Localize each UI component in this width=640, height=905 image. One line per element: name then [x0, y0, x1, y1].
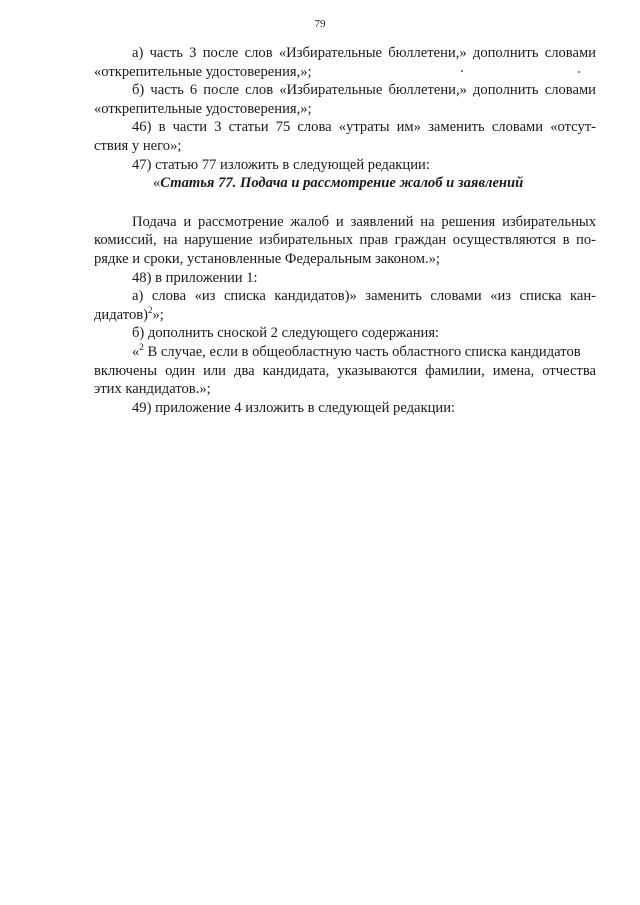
text-line: включены один или два кандидата, указываются фамилии, имена, отчества — [94, 362, 596, 379]
heading-text: Статья 77. Подача и рассмотрение жалоб и заявлений — [160, 175, 524, 192]
text-fragment: дидатов) — [94, 306, 148, 323]
text-line: ствия у него»; — [94, 137, 182, 154]
text-fragment: »; — [152, 306, 164, 323]
document-body — [94, 44, 596, 417]
text-fragment: В случае, если в общеобластную часть областного списка кандидатов — [143, 343, 581, 360]
text-line: комиссий, на нарушение избирательных прав граждан осуществляются в по- — [94, 232, 596, 249]
heading-quote: « — [153, 175, 161, 192]
text-line: 49) приложение 4 изложить в следующей редакции: — [132, 399, 456, 416]
text-line — [94, 306, 596, 325]
text-line: 48) в приложении 1: — [132, 269, 258, 286]
text-fragment: « — [132, 343, 140, 360]
text-line: а) часть 3 после слов «Избирательные бюллетени,» дополнить словами — [132, 45, 596, 61]
text-line: Подача и рассмотрение жалоб и заявлений на решения избирательных — [132, 213, 596, 230]
text-line: б) дополнить сноской 2 следующего содержания: — [132, 325, 440, 342]
text-line: «открепительные удостоверения,»; — [94, 63, 312, 80]
footnote-mark: 2 — [148, 304, 153, 315]
text-line: б) часть 6 после слов «Избирательные бюллетени,» дополнить словами — [132, 82, 596, 99]
spacer — [94, 193, 596, 213]
text-line: этих кандидатов.»; — [94, 381, 211, 398]
text-line: 46) в части 3 статьи 75 слова «утраты им» заменить словами «отсут- — [132, 119, 596, 136]
text-line: рядке и сроки, установленные Федеральным законом.»; — [94, 250, 440, 267]
text-line: «открепительные удостоверения,»; — [94, 100, 312, 117]
text-line — [94, 343, 596, 362]
page-number: 79 — [314, 18, 326, 30]
text-line: 47) статью 77 изложить в следующей редакции: — [132, 156, 430, 173]
text-line: а) слова «из списка кандидатов)» заменить словами «из списка кан- — [132, 288, 596, 305]
footnote-mark: 2 — [139, 342, 144, 353]
article-heading — [94, 174, 596, 193]
